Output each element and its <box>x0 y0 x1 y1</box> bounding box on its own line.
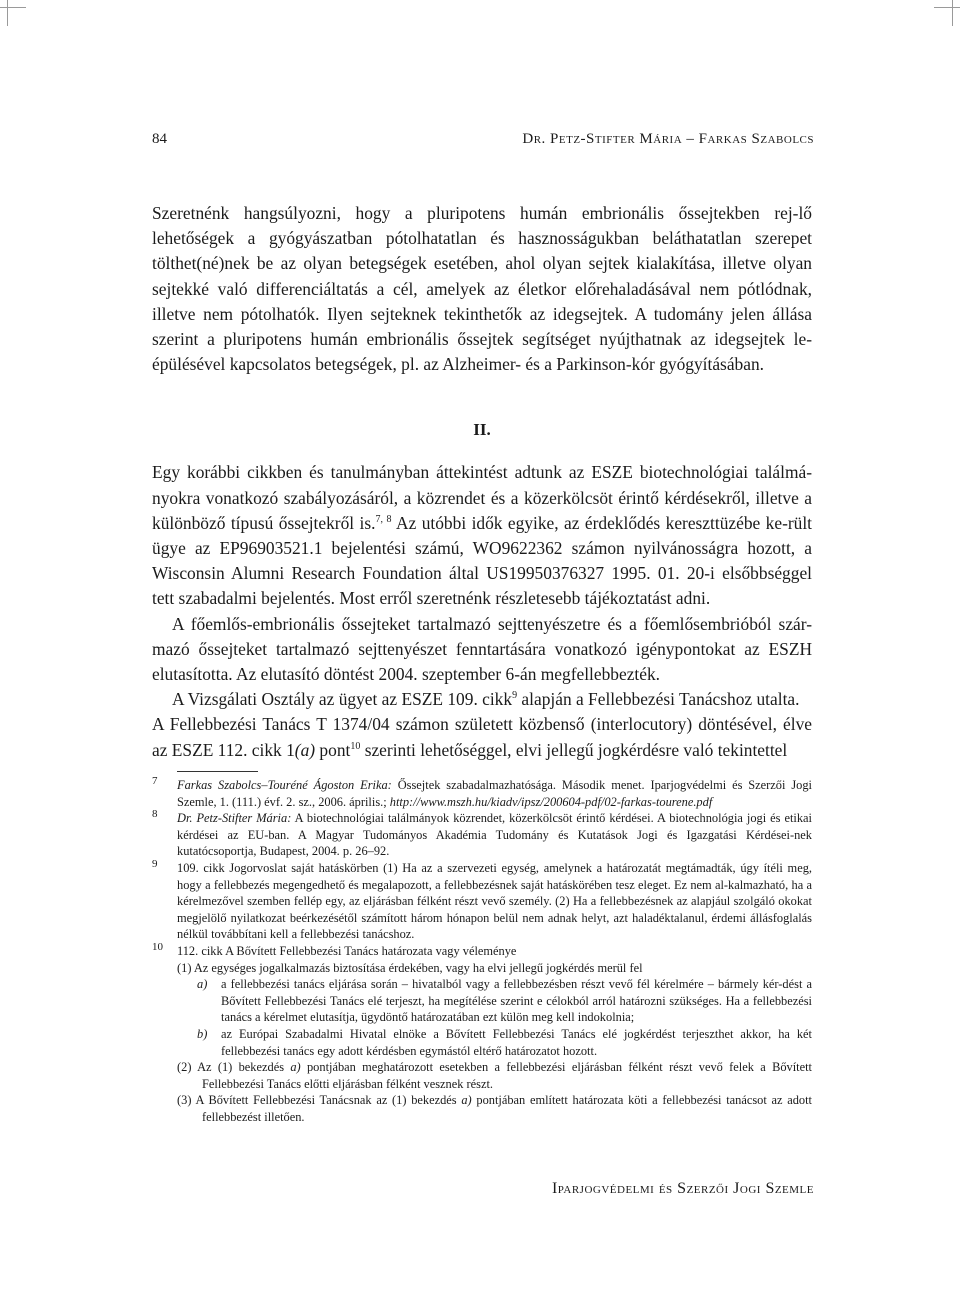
section-heading: II. <box>473 420 491 440</box>
footnote-10-para-1: (1) Az egységes jogalkalmazás biztosítása érdekében, vagy ha elvi jellegű jogkérdés merül fel <box>177 960 643 975</box>
footnote-10-para-3: (3) A Bővített Fellebbezési Tanácsnak az (1) bekezdés a) pontjában említett határozata köti a fellebbezési tanácsot az adott fellebbezést illetően. <box>177 1093 812 1124</box>
footnotes <box>152 777 812 1125</box>
paragraph-5: A Fellebbezési Tanács T 1374/04 számon született közbenső (interlocutory) döntésével, élve az ESZE 112. cikk 1(a) pont$^{10}$ szerinti lehetőséggel, elvi jellegű jogkérdésre való tekintettel <box>152 714 812 760</box>
body-text <box>152 201 812 763</box>
footnote-10-item-a: a) a fellebbezési tanács eljárása során – hivatalból vagy a fellebbezésben részt vevő fél kérelmére – bármely kér-dést a Bővített Fellebbezési Tanács elé terjeszt, ha megítélése szerint e célokból arról határozni szükséges. Ha a fellebbezési tanács a kérelmet elutasítja, ügydöntő határozatában ezt külön meg kell indokolnia; <box>197 977 812 1025</box>
crop-mark-top-right <box>952 0 953 26</box>
footnote-separator <box>177 771 258 772</box>
footnote-10-body <box>152 960 812 1126</box>
footnote-10-title: 112. cikk A Bővített Fellebbezési Tanács határozata vagy véleménye <box>177 943 517 958</box>
footnote-7: 7 Farkas Szabolcs–Touréné Ágoston Erika: Őssejtek szabadalmazhatósága. Második menet. Iparjogvédelmi és Szerzői Jogi Szemle, 1. (111.) évf. 2. sz., 2006. április.; http://www.mszh.hu/kiadv/ipsz/200604-pdf/02-farkas-tourene.pdf <box>152 775 812 809</box>
page-number: 84 <box>152 131 167 147</box>
footnote-9: 9 109. cikk Jogorvoslat saját hatáskörben (1) Ha az a szervezeti egység, amelynek a határozatát megtámadták, úgy ítéli meg, hogy a fellebbezés megengedhető és megalapozott, a fellebbezésnek saját hatáskörében tesz eleget. Ez nem al-kalmazható, ha a kérelmezővel szemben fellép egy, az eljárásban félként részt vevő személy. (2) Ha a fellebbezésnek az alapjául szolgáló okokat megjelölő nyilatkozat beérkezésétől számított három hónapon belül nem adnak helyt, azt haladéktalanul, érdemi állásfoglalás nélkül továbbítani kell a fellebbezési tanácshoz. <box>152 857 812 942</box>
journal-title: Iparjogvédelmi és Szerzői Jogi Szemle <box>551 1180 814 1197</box>
footnote-number: 8 <box>152 808 158 821</box>
footnote-8: 8 Dr. Petz-Stifter Mária: A biotechnológiai találmányok közrendet, közerkölcsöt érintő kérdései. A biotechnológia jogi és etikai kérdései az EU-ban. A Magyar Tudományos Akadémia Tudomány és Kutatások Jogi és Igazgatási Kérdései-nek kutatócsoportja, Budapest, 2004. p. 26–92. <box>152 808 812 859</box>
paragraph-3: A főemlős-embrionális őssejteket tartalmazó sejttenyészetre és a főemlősembrióból szár-mazó őssejteket tartalmazó sejttenyészet fenntartására vonatkozó igénypontokat az ESZH elutasította. Az elutasító döntést 2004. szeptember 6-án megfellebbezték. <box>152 613 812 685</box>
footnote-ref-10[interactable]: 10 <box>350 740 361 752</box>
paragraph-2: Egy korábbi cikkben és tanulmányban áttekintést adtunk az ESZE biotechnológiai találmá-nyokra vonatkozó szabályozásáról, a közrendet és a közerkölcsöt érintő kérdésekről, illetve a különböző típusú őssejtekről is.$^{7, 8}$ Az utóbbi idők egyike, az érdeklődés kereszttüzébe ke-rült ügye az EP96903521.1 bejelentési számú, WO9622362 számon nyilvánosságra hozott, a Wisconsin Alumni Research Foundation által US19950376327 1995. 01. 20-i elsőbbséggel tett szabadalmi bejelentés. Most erről szeretnénk részletesebb tájékoztatást adni. <box>152 462 813 609</box>
crop-mark-top-left <box>7 0 8 26</box>
crop-mark-top-left-h <box>0 7 26 8</box>
footnote-number: 10 <box>152 940 163 953</box>
footnote-number: 9 <box>152 857 158 870</box>
footnote-10-item-b: b) az Európai Szabadalmi Hivatal elnöke a Bővített Fellebbezési Tanács elé jogkérdést terjeszthet akkor, ha két fellebbezési tanács egy adott kérdésben egymástól eltérő határozatot hozott. <box>197 1026 812 1058</box>
footnote-10-para-2: (2) Az (1) bekezdés a) pontjában meghatározott esetekben a fellebbezési eljárásban félként részt vevő felek a Bővített Fellebbezési Tanács előtti eljárásban félként vesznek részt. <box>177 1060 812 1091</box>
paragraph-4: A Vizsgálati Osztály az ügyet az ESZE 109. cikk$^9$ alapján a Fellebbezési Tanácshoz utalta. <box>172 689 800 710</box>
running-head: Dr. Petz-Stifter Mária – Farkas Szabolcs <box>522 131 814 147</box>
footnote-ref-9[interactable]: 9 <box>512 690 518 702</box>
footnote-10 <box>152 940 812 960</box>
footnote-link[interactable]: http://www.mszh.hu/kiadv/ipsz/200604-pdf/02-farkas-tourene.pdf <box>389 794 713 809</box>
footnote-number: 7 <box>152 775 158 787</box>
crop-mark-top-right-h <box>934 7 960 8</box>
paragraph-1: Szeretnénk hangsúlyozni, hogy a pluripotens humán embrionális őssejtekben rej-lő lehetőségek a gyógyászatban pótolhatatlan és hasznosságukban beláthatatlan szerepet tölthet(né)nek be az olyan betegségek esetében, ahol olyan sejtek kialakítása, illetve olyan sejtekké való differenciáltatás a cél, amelyek az életkor előrehaladásával nem pótlódnak, illetve nem pótolhatók. Ilyen sejteknek tekinthetők az idegsejtek. A tudomány jelen állása szerint a pluripotens humán embrionális őssejtek segítséget nyújthatnak az idegsejtek le-épülésével kapcsolatos betegségek, pl. az Alzheimer- és a Parkinson-kór gyógyításában. <box>152 203 812 375</box>
footnote-ref-7-8[interactable]: 7, 8 <box>375 514 392 526</box>
